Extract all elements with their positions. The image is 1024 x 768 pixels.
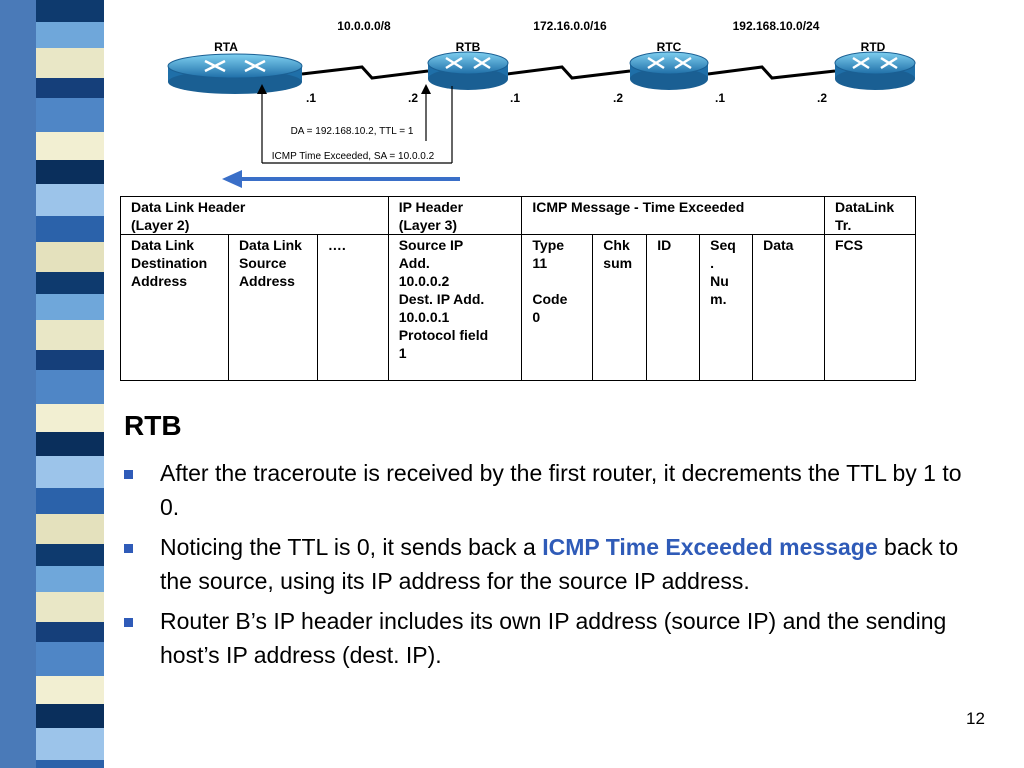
interface-label: .2 xyxy=(612,91,624,105)
ip-src-value: 10.0.0.2 xyxy=(398,273,450,289)
stripe-segment xyxy=(36,370,104,404)
bullet-item xyxy=(124,604,984,672)
arrow-left-icon xyxy=(222,170,242,188)
network-label-1: 10.0.0.0/8 xyxy=(337,19,391,33)
stripe-segment xyxy=(36,728,104,760)
id-cell: ID xyxy=(647,235,700,381)
stripe-segment xyxy=(36,456,104,488)
ip-fields-cell xyxy=(388,235,522,381)
ip-proto-value: 1 xyxy=(398,345,407,361)
stripe-segment xyxy=(36,294,104,320)
type-value: 11 xyxy=(532,255,548,271)
stripe-segment xyxy=(36,514,104,544)
stripe-segment xyxy=(36,704,104,728)
interface-label: .1 xyxy=(509,91,521,105)
bullet-item xyxy=(124,456,984,524)
network-diagram xyxy=(0,0,1024,195)
router-label-rtb: RTB xyxy=(455,40,481,54)
bullet-text-2-pre: Noticing the TTL is 0, it sends back a xyxy=(160,534,543,560)
data-cell: Data xyxy=(753,235,825,381)
serial-link-cd xyxy=(708,67,835,78)
router-label-rtc: RTC xyxy=(656,40,682,54)
code-value: 0 xyxy=(532,309,541,325)
interface-label: .1 xyxy=(305,91,317,105)
stripe-segment xyxy=(36,760,104,768)
serial-link-bc xyxy=(507,67,630,78)
stripe-segment xyxy=(36,642,104,676)
ip-proto-label: Protocol field xyxy=(398,327,489,343)
reply-label: ICMP Time Exceeded, SA = 10.0.0.2 xyxy=(271,151,435,162)
datalink-header-cell: Data Link Header (Layer 2) xyxy=(121,197,389,235)
stripe-segment xyxy=(36,350,104,370)
bullet-text-1: After the traceroute is received by the first router, it decrements the TTL by 1 to 0. xyxy=(160,460,962,520)
page-number: 12 xyxy=(966,709,985,728)
router-rta-icon xyxy=(168,54,302,94)
interface-label: .1 xyxy=(714,91,726,105)
stripe-segment xyxy=(36,320,104,350)
fcs-cell: FCS xyxy=(824,235,915,381)
ip-header-cell: IP Header (Layer 3) xyxy=(388,197,522,235)
type-label: Type xyxy=(532,237,565,253)
ip-dst-value: 10.0.0.1 xyxy=(398,309,450,325)
stripe-segment xyxy=(36,592,104,622)
stripe-segment xyxy=(36,432,104,456)
table-header-row xyxy=(121,197,916,235)
serial-link-ab xyxy=(302,67,428,78)
bullet-list xyxy=(124,456,984,678)
stripe-segment xyxy=(36,216,104,242)
router-rtd-icon xyxy=(835,52,915,90)
packet-label: DA = 192.168.10.2, TTL = 1 xyxy=(290,126,414,137)
code-label: Code xyxy=(532,291,568,307)
bullet-text-3: Router B’s IP header includes its own IP address (source IP) and the sending host’s IP address (dest. IP). xyxy=(160,608,947,668)
ip-dst-label: Dest. IP Add. xyxy=(398,291,485,307)
bullet-square-icon xyxy=(124,618,133,627)
trailer-header-cell: DataLink Tr. xyxy=(824,197,915,235)
table-row xyxy=(121,235,916,381)
router-rtb-icon xyxy=(428,52,508,90)
stripe-segment xyxy=(36,544,104,566)
arrow-up-icon xyxy=(421,84,431,94)
bullet-square-icon xyxy=(124,470,133,479)
stripe-segment xyxy=(36,676,104,704)
interface-label: .2 xyxy=(407,91,419,105)
router-label-rta: RTA xyxy=(214,40,238,54)
seq-cell: Seq . Nu m. xyxy=(700,235,753,381)
packet-structure-table xyxy=(120,196,916,381)
stripe-segment xyxy=(36,566,104,592)
dl-dest-cell: Data Link Destination Address xyxy=(121,235,229,381)
icmp-type-code-cell xyxy=(522,235,593,381)
slide-title: RTB xyxy=(124,410,182,441)
stripe-segment xyxy=(36,272,104,294)
stripe-segment xyxy=(36,404,104,432)
bullet-item xyxy=(124,530,984,598)
router-rtc-icon xyxy=(630,52,708,90)
bullet-square-icon xyxy=(124,544,133,553)
chksum-cell: Chk sum xyxy=(593,235,647,381)
dl-src-cell: Data Link Source Address xyxy=(228,235,317,381)
bullet-highlight: ICMP Time Exceeded message xyxy=(542,534,878,560)
network-label-3: 192.168.10.0/24 xyxy=(732,19,820,33)
stripe-segment xyxy=(36,242,104,272)
stripe-segment xyxy=(36,622,104,642)
stripe-segment xyxy=(36,488,104,514)
icmp-header-cell: ICMP Message - Time Exceeded xyxy=(522,197,825,235)
bullet-text-2-post: back to the source, using its IP address for the source IP address. xyxy=(160,534,959,594)
router-label-rtd: RTD xyxy=(860,40,886,54)
dl-more-cell: …. xyxy=(317,235,388,381)
interface-label: .2 xyxy=(816,91,828,105)
ip-src-label: Source IP Add. xyxy=(398,237,464,271)
network-label-2: 172.16.0.0/16 xyxy=(533,19,607,33)
